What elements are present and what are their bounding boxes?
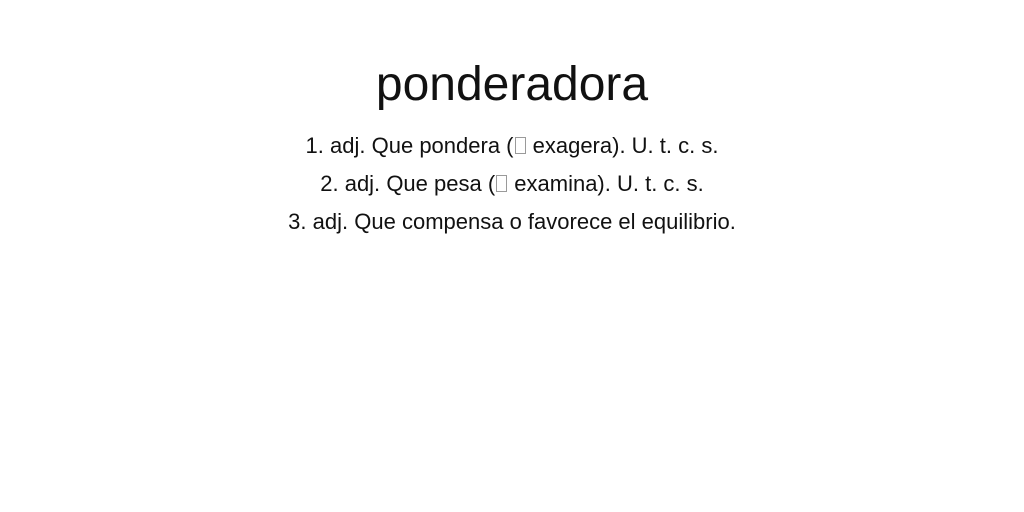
part-of-speech: adj. — [344, 171, 381, 196]
definition-2 — [0, 165, 1024, 203]
definition-number: 2. — [320, 171, 339, 196]
headword: ponderadora — [375, 58, 649, 111]
missing-glyph-icon — [515, 137, 526, 154]
definition-text-start: Que pesa ( — [386, 171, 496, 196]
missing-glyph-icon — [496, 175, 507, 192]
definition-list — [0, 127, 1024, 241]
definition-1 — [0, 127, 1024, 165]
definition-text-start: Que pondera ( — [371, 133, 514, 158]
definition-number: 3. — [288, 209, 307, 234]
definition-number: 1. — [305, 133, 324, 158]
definition-3 — [0, 203, 1024, 241]
part-of-speech: adj. — [330, 133, 366, 158]
definition-text-end: examina). U. t. c. s. — [508, 171, 704, 196]
definition-text-end: exagera). U. t. c. s. — [526, 133, 719, 158]
part-of-speech: adj. — [312, 209, 349, 234]
definition-text: Que compensa o favorece el equilibrio. — [354, 209, 736, 234]
